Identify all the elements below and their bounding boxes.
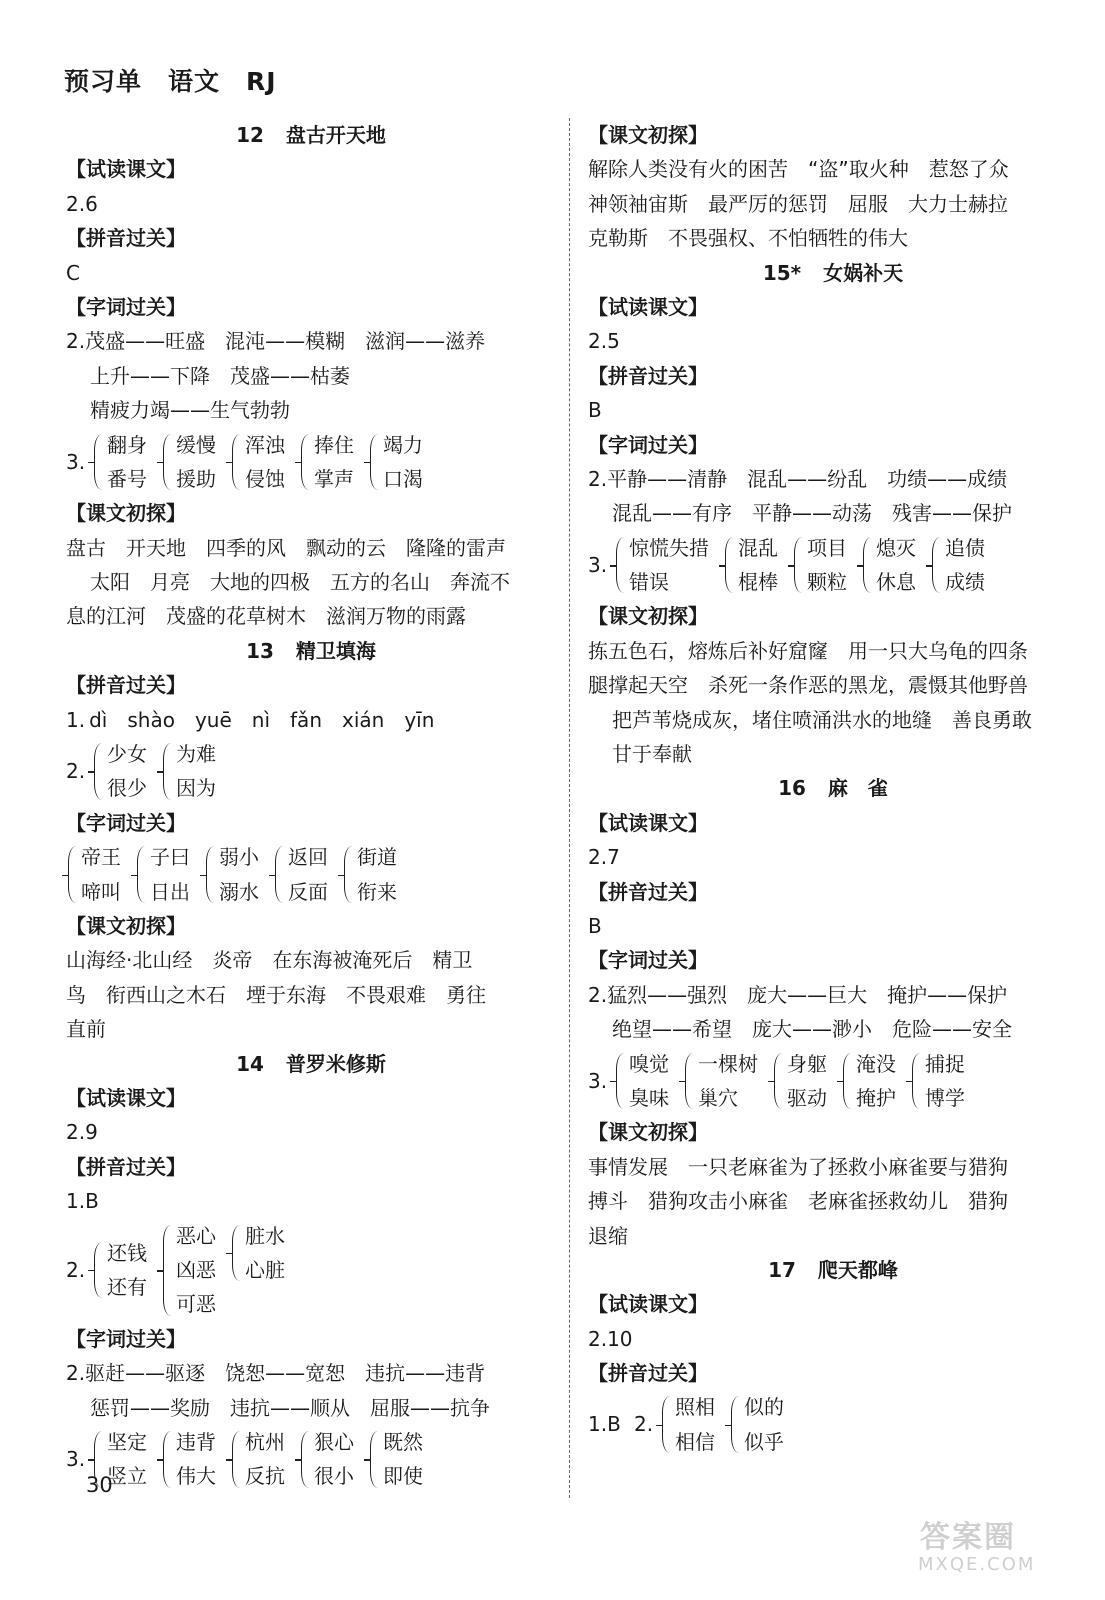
explore-text: 山海经·北山经 炎帝 在东海被淹死后 精卫 (66, 948, 473, 973)
lesson-title: 12 盘古开天地 (236, 123, 386, 147)
page-number: 30 (86, 1473, 113, 1497)
answer: 2.6 (66, 191, 98, 216)
brace-pairs: 2. 还钱 还有 恶心 凶恶 可恶 脏水 心脏 (66, 1223, 285, 1317)
section-heading: 【课文初探】 (66, 501, 186, 526)
explore-text: 盘古 开天地 四季的风 飘动的云 隆隆的雷声 (66, 535, 506, 560)
explore-text: 太阳 月亮 大地的四极 五方的名山 奔流不 (90, 570, 510, 595)
page-header (64, 62, 303, 98)
brace-pairs: 2. 少女 很少 为难 因为 (66, 742, 216, 801)
lesson-title: 16 麻 雀 (778, 776, 888, 801)
brace-pairs: 3. 惊慌失措 错误 混乱 棍棒 项目 颗粒 熄灭 休息 追债 成绩 (588, 535, 985, 595)
section-heading: 【字词过关】 (66, 1326, 186, 1351)
explore-text: 退缩 (588, 1223, 628, 1248)
answer: 1.B (66, 1189, 99, 1214)
brace-pairs: 帝王 啼叫 子曰 日出 弱小 溺水 返回 反面 街道 衔来 (66, 840, 556, 909)
right-column (588, 118, 1078, 1459)
brace-pairs: 3. 嗅觉 臭味 一棵树 巢穴 身躯 驱动 淹没 掩护 捕捉 博学 (588, 1051, 965, 1110)
column-divider (569, 118, 570, 1498)
explore-text: 事情发展 一只老麻雀为了拯救小麻雀要与猎狗 (588, 1154, 1008, 1179)
section-heading: 【试读课文】 (588, 294, 708, 319)
antonym-row: 惩罚——奖励 违抗——顺从 屈服——抗争 (90, 1395, 490, 1420)
section-heading: 【试读课文】 (66, 157, 186, 182)
brace-pairs: 1.B 2. 照相 相信 似的 似乎 (588, 1395, 784, 1454)
section-heading: 【课文初探】 (588, 123, 708, 147)
watermark-url: MXQE.COM (918, 1554, 1036, 1575)
brace-pairs: 3. 翻身 番号 缓慢 援助 浑浊 侵蚀 捧住 掌声 竭力 口渴 (66, 432, 423, 491)
lesson-title: 14 普罗米修斯 (236, 1051, 386, 1076)
lesson-title: 17 爬天都峰 (768, 1257, 898, 1282)
antonym-row: 2.茂盛——旺盛 混沌——模糊 滋润——滋养 (66, 329, 486, 354)
section-heading: 【课文初探】 (588, 604, 708, 629)
answer: 2.10 (588, 1326, 633, 1351)
lesson-title: 13 精卫填海 (246, 638, 376, 663)
pinyin-row: 1. dì shào yuē nì fǎn xián yīn (66, 707, 435, 732)
explore-text: 搏斗 猎狗攻击小麻雀 老麻雀拯救幼儿 猎狗 (588, 1189, 1008, 1214)
section-heading: 【课文初探】 (66, 914, 186, 939)
antonym-row: 绝望——希望 庞大——渺小 危险——安全 (612, 1017, 1012, 1042)
book-title: 预习单 (64, 67, 143, 96)
subject: 语文 (168, 67, 221, 96)
antonym-row: 精疲力竭——生气勃勃 (90, 398, 290, 423)
brace-pairs: 3. 坚定 竖立 违背 伟大 杭州 反抗 狠心 很小 既然 即使 (66, 1429, 423, 1489)
section-heading: 【拼音过关】 (66, 226, 186, 251)
answer: B (588, 398, 602, 423)
explore-text: 克勒斯 不畏强权、不怕牺牲的伟大 (588, 226, 908, 251)
explore-text: 息的江河 茂盛的花草树木 滋润万物的雨露 (66, 604, 466, 629)
left-column (66, 118, 556, 1494)
antonym-row: 混乱——有序 平静——动荡 残害——保护 (612, 501, 1012, 526)
section-heading: 【字词过关】 (66, 294, 186, 319)
section-heading: 【拼音过关】 (588, 879, 708, 904)
edition: RJ (246, 67, 277, 96)
antonym-row: 2.驱赶——驱逐 饶恕——宽恕 违抗——违背 (66, 1361, 486, 1386)
answer: B (588, 914, 602, 938)
answer: C (66, 260, 80, 285)
section-heading: 【试读课文】 (66, 1085, 186, 1110)
explore-text: 解除人类没有火的困苦 “盗”取火种 惹怒了众 (588, 157, 1009, 182)
explore-text: 把芦苇烧成灰，堵住喷涌洪水的地缝 善良勇敢 (612, 707, 1032, 732)
explore-text: 鸟 衔西山之木石 堙于东海 不畏艰难 勇往 (66, 982, 486, 1007)
section-heading: 【课文初探】 (588, 1120, 708, 1145)
section-heading: 【拼音过关】 (588, 1361, 708, 1386)
explore-text: 直前 (66, 1017, 106, 1042)
antonym-row: 2.猛烈——强烈 庞大——巨大 掩护——保护 (588, 982, 1008, 1007)
answer: 2.5 (588, 329, 620, 354)
antonym-row: 2.平静——清静 混乱——纷乱 功绩——成绩 (588, 466, 1008, 491)
antonym-row: 上升——下降 茂盛——枯萎 (90, 363, 350, 388)
answer: 2.9 (66, 1120, 98, 1145)
lesson-title: 15* 女娲补天 (762, 260, 904, 285)
section-heading: 【试读课文】 (588, 1292, 708, 1317)
section-heading: 【拼音过关】 (588, 363, 708, 388)
section-heading: 【试读课文】 (588, 810, 708, 835)
explore-text: 腿撑起天空 杀死一条作恶的黑龙，震慑其他野兽 (588, 673, 1028, 698)
section-heading: 【字词过关】 (66, 810, 186, 835)
watermark-logo: 答案圈 (920, 1520, 1016, 1555)
explore-text: 拣五色石，熔炼后补好窟窿 用一只大乌龟的四条 (588, 638, 1028, 663)
section-heading: 【拼音过关】 (66, 673, 186, 698)
explore-text: 神领袖宙斯 最严厉的惩罚 屈服 大力士赫拉 (588, 191, 1008, 216)
explore-text: 甘于奉献 (612, 742, 692, 767)
section-heading: 【字词过关】 (588, 432, 708, 457)
answer: 2.7 (588, 845, 620, 870)
section-heading: 【拼音过关】 (66, 1154, 186, 1179)
section-heading: 【字词过关】 (588, 948, 708, 973)
